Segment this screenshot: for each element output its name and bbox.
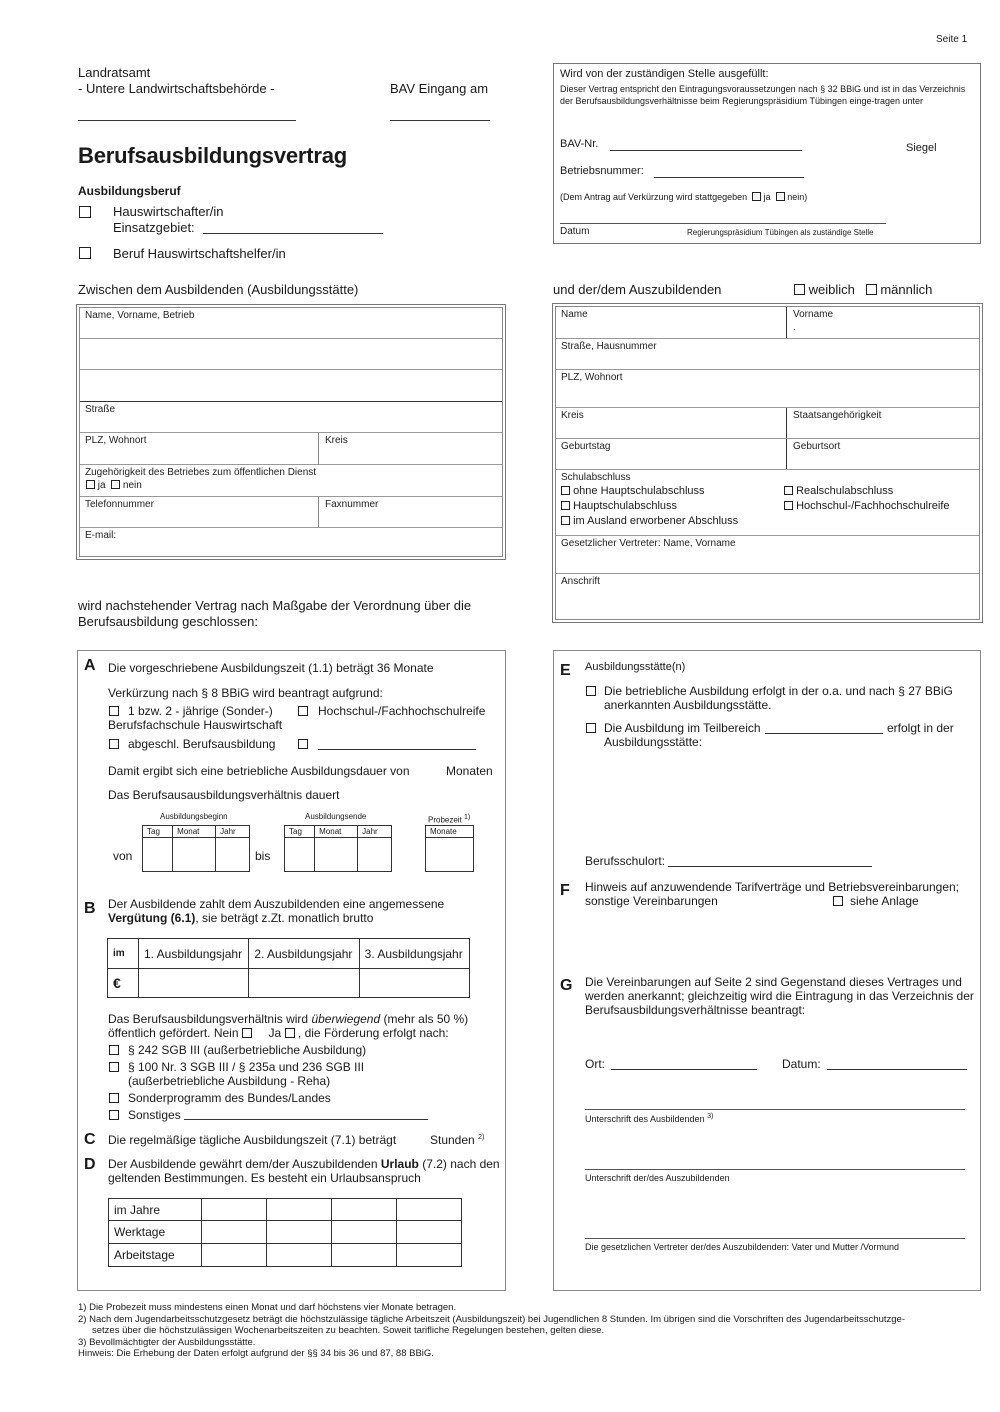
section-f-line2: sonstige Vereinbarungen bbox=[585, 894, 718, 908]
section-b-letter: B bbox=[84, 900, 96, 917]
section-c-letter: C bbox=[84, 1131, 96, 1148]
section-a-result: Damit ergibt sich eine betriebliche Ausbildungsdauer von bbox=[108, 764, 410, 778]
school-option-2-label: Realschulabschluss bbox=[796, 485, 894, 497]
trainee-signature-line[interactable] bbox=[585, 1169, 965, 1170]
trainee-name-row bbox=[556, 307, 979, 339]
vacation-bold: Urlaub bbox=[380, 1157, 419, 1171]
trainee-street-field[interactable] bbox=[556, 339, 979, 370]
place-label: Ort: bbox=[585, 1057, 605, 1071]
probation-months-input[interactable] bbox=[426, 838, 474, 872]
shortening-opt1-line1: 1 bzw. 2 - jährige (Sonder-) bbox=[128, 704, 273, 718]
shortening-opt1-line2: Berufsfachschule Hauswirtschaft bbox=[108, 718, 283, 732]
bav-nr-input[interactable] bbox=[610, 150, 802, 151]
school-degree-row bbox=[556, 470, 979, 536]
official-use-box bbox=[553, 63, 981, 244]
gender-options bbox=[794, 282, 932, 297]
school-option-4-checkbox[interactable] bbox=[784, 501, 793, 510]
vacation-line1-a: Der Ausbildende gewährt dem/der Auszubildenden bbox=[108, 1157, 381, 1171]
training-site-opt2-b: erfolgt in der bbox=[887, 721, 954, 735]
shortening-opt3-checkbox[interactable] bbox=[109, 739, 119, 749]
funding-other-input[interactable] bbox=[184, 1119, 428, 1120]
vacation-businessdays-cell-4[interactable] bbox=[397, 1244, 462, 1267]
start-date-grid bbox=[142, 825, 250, 872]
public-service-yes-label: ja bbox=[97, 480, 106, 491]
employer-email-field[interactable] bbox=[80, 528, 502, 558]
trainee-first-name-label: Vorname bbox=[793, 309, 834, 320]
trainee-district-field[interactable] bbox=[556, 408, 786, 438]
employer-fax-field[interactable] bbox=[320, 497, 502, 527]
funding-opt1-label: § 242 SGB III (außerbetriebliche Ausbildung) bbox=[128, 1043, 367, 1057]
probation-label-text: Probezeit bbox=[428, 815, 462, 825]
funding-line1-b: (mehr als 50 %) bbox=[380, 1012, 469, 1026]
currency-label: € bbox=[108, 969, 139, 998]
page-title: Berufsausbildungsvertrag bbox=[78, 143, 348, 168]
trainee-birth-row bbox=[556, 439, 979, 470]
intro-line1: wird nachstehender Vertrag nach Maßgabe der Verordnung über die bbox=[78, 598, 472, 613]
see-attachment-label: siehe Anlage bbox=[850, 894, 919, 908]
school-option-2-checkbox[interactable] bbox=[784, 486, 793, 495]
school-location-label: Berufsschulort: bbox=[585, 854, 666, 868]
section-b-line2 bbox=[108, 911, 373, 925]
female-label: weiblich bbox=[808, 282, 855, 297]
school-option-4-label: Hochschul-/Fachhochschulreife bbox=[796, 500, 950, 512]
section-f-line1: Hinweis auf anzuwendende Tarifverträge und Betriebsvereinbarungen; bbox=[585, 880, 960, 894]
intro-line2: Berufsausbildung geschlossen: bbox=[78, 614, 258, 629]
vacation-workdays-cell-2[interactable] bbox=[267, 1221, 332, 1244]
section-g-line3: Berufsausbildungsverhältnisse beantragt: bbox=[585, 1003, 806, 1017]
section-d-line1 bbox=[108, 1157, 500, 1171]
start-year-input[interactable] bbox=[216, 838, 250, 872]
funding-line1-a: Das Berufsausbildungsverhältnis wird bbox=[108, 1012, 312, 1026]
end-day-input[interactable] bbox=[285, 838, 315, 872]
shortening-opt2-checkbox[interactable] bbox=[298, 706, 308, 716]
vacation-workdays-cell-3[interactable] bbox=[332, 1221, 397, 1244]
remuneration-header-im: im bbox=[108, 939, 139, 969]
employer-signature-label bbox=[585, 1113, 713, 1124]
page-number: Seite 1 bbox=[936, 34, 968, 45]
section-e-letter: E bbox=[560, 662, 571, 679]
trainee-birthday-label: Geburtstag bbox=[561, 441, 611, 452]
authority-line2: - Untere Landwirtschaftsbehörde - bbox=[78, 81, 275, 96]
to-label: bis bbox=[255, 849, 271, 863]
funding-opt2-checkbox[interactable] bbox=[109, 1062, 119, 1072]
divider bbox=[318, 433, 319, 464]
end-day-header: Tag bbox=[285, 826, 315, 838]
employer-phone-label: Telefonnummer bbox=[85, 499, 154, 510]
footnote-2-line1: 2) Nach dem Jugendarbeitsschutzgesetz beträgt die höchstzulässige tägliche Arbeitszeit (Ausbildungszeit) bei Jugendlichen 8 Stunden. Im übrigen sind die Vorschriften des Jugendarbeitsschutzge- bbox=[78, 1313, 905, 1325]
remuneration-rest: , sie beträgt z.Zt. monatlich brutto bbox=[195, 911, 374, 925]
employer-name-label: Name, Vorname, Betrieb bbox=[85, 310, 195, 321]
date-label: Datum: bbox=[782, 1057, 821, 1071]
school-option-4[interactable] bbox=[784, 500, 950, 512]
trainee-birthplace-label: Geburtsort bbox=[793, 441, 841, 452]
employer-district-field[interactable] bbox=[320, 433, 502, 464]
vacation-year-cell-3[interactable] bbox=[332, 1199, 397, 1221]
funding-yes-checkbox[interactable] bbox=[285, 1028, 295, 1038]
footnote-3: 3) Bevollmächtigter der Ausbildungsstätte. bbox=[78, 1336, 256, 1348]
section-a-shortening: Verkürzung nach § 8 BBiG wird beantragt aufgrund: bbox=[108, 686, 383, 700]
remuneration-year3-input[interactable] bbox=[359, 969, 469, 998]
trainee-form-box bbox=[552, 303, 983, 623]
funding-opt3-label: Sonderprogramm des Bundes/Landes bbox=[128, 1091, 331, 1105]
trainee-first-name-value: . bbox=[793, 322, 796, 332]
employer-street-field[interactable] bbox=[80, 402, 502, 433]
employer-zip-city-label: PLZ, Wohnort bbox=[85, 435, 147, 446]
training-site-opt2-a: Die Ausbildung im Teilbereich bbox=[604, 721, 761, 735]
bav-received-label: BAV Eingang am bbox=[390, 81, 489, 96]
remuneration-table bbox=[107, 938, 470, 998]
authority-input-line[interactable] bbox=[78, 120, 296, 121]
shortening-yes-label: ja bbox=[763, 192, 771, 202]
official-authority-caption: Regierungspräsidium Tübingen als zuständige Stelle bbox=[687, 228, 874, 237]
employer-heading: Zwischen dem Ausbildenden (Ausbildungsstätte) bbox=[78, 282, 359, 297]
see-attachment-checkbox[interactable] bbox=[833, 896, 843, 906]
vacation-year-cell-4[interactable] bbox=[397, 1199, 462, 1221]
vacation-businessdays-cell-1[interactable] bbox=[202, 1244, 267, 1267]
end-year-input[interactable] bbox=[358, 838, 392, 872]
school-option-3-label: Hauptschulabschluss bbox=[573, 500, 678, 512]
employer-email-label: E-mail: bbox=[85, 530, 117, 541]
section-e-heading: Ausbildungsstätte(n) bbox=[585, 661, 686, 673]
school-option-5-checkbox[interactable] bbox=[561, 516, 570, 525]
trainee-nationality-field[interactable] bbox=[788, 408, 979, 438]
funding-line2-b: Ja bbox=[268, 1026, 282, 1040]
guardian-label: Gesetzlicher Vertreter: Name, Vorname bbox=[561, 538, 736, 549]
funding-opt4-label: Sonstiges bbox=[128, 1108, 181, 1122]
from-label: von bbox=[113, 849, 133, 863]
occupation-option1-checkbox[interactable] bbox=[79, 206, 91, 218]
school-location-input[interactable] bbox=[668, 866, 872, 867]
shortening-text: (Dem Antrag auf Verkürzung wird stattgegeben bbox=[560, 192, 748, 202]
remuneration-header-year3: 3. Ausbildungsjahr bbox=[359, 939, 469, 969]
trainee-name-field[interactable] bbox=[556, 307, 786, 338]
section-b-line1: Der Ausbildende zahlt dem Auszubildenden eine angemessene bbox=[108, 897, 445, 911]
official-signature-line[interactable] bbox=[560, 223, 886, 224]
vacation-businessdays-cell-2[interactable] bbox=[267, 1244, 332, 1267]
section-a-letter: A bbox=[84, 657, 96, 674]
public-service-yes-checkbox[interactable] bbox=[86, 480, 95, 489]
employer-zip-city-field[interactable] bbox=[80, 433, 318, 464]
school-option-1[interactable] bbox=[561, 485, 705, 497]
remuneration-header-year1: 1. Ausbildungsjahr bbox=[139, 939, 249, 969]
section-c-unit bbox=[430, 1133, 484, 1147]
female-checkbox[interactable] bbox=[794, 284, 805, 295]
employer-street-label: Straße bbox=[85, 404, 116, 415]
section-c-text: Die regelmäßige tägliche Ausbildungszeit (7.1) beträgt bbox=[108, 1133, 397, 1147]
school-option-2[interactable] bbox=[784, 485, 893, 497]
trainee-zip-city-field[interactable] bbox=[556, 370, 979, 408]
divider bbox=[786, 408, 787, 438]
occupation-option2-label: Beruf Hauswirtschaftshelfer/in bbox=[113, 246, 286, 261]
funding-opt2-line2: (außerbetriebliche Ausbildung - Reha) bbox=[128, 1074, 331, 1088]
vacation-line1-b: (7.2) nach den bbox=[418, 1157, 500, 1171]
section-g-letter: G bbox=[560, 977, 573, 994]
start-month-header: Monat bbox=[173, 826, 216, 838]
employer-phone-field[interactable] bbox=[80, 497, 318, 527]
section-d-line2: geltenden Bestimmungen. Es besteht ein Urlaubsanspruch bbox=[108, 1171, 421, 1185]
trainee-address-field[interactable] bbox=[556, 574, 979, 621]
footnote-2-line2: setzes über die höchstzulässigen Wochenarbeitszeiten zu beachten. Soweit tarifliche Regelungen bestehen, gelten diese. bbox=[92, 1325, 605, 1336]
employer-name-field[interactable] bbox=[80, 308, 502, 339]
employer-signature-footnote: 3) bbox=[707, 1113, 714, 1120]
divider bbox=[318, 497, 319, 527]
trainee-birthday-field[interactable] bbox=[556, 439, 786, 469]
school-option-1-label: ohne Hauptschulabschluss bbox=[573, 485, 705, 497]
probation-grid bbox=[425, 825, 474, 872]
probation-months-header: Monate bbox=[426, 826, 474, 838]
shortening-opt4-checkbox[interactable] bbox=[298, 739, 308, 749]
shortening-opt1-checkbox[interactable] bbox=[109, 706, 119, 716]
remuneration-header-year2: 2. Ausbildungsjahr bbox=[249, 939, 359, 969]
footnote-1: 1) Die Probezeit muss mindestens einen Monat und darf höchstens vier Monate betragen. bbox=[78, 1302, 457, 1313]
funding-line1 bbox=[108, 1012, 468, 1026]
remuneration-year1-input[interactable] bbox=[139, 969, 249, 998]
section-a-lasts: Das Berufsausausbildungsverhältnis dauert bbox=[108, 788, 340, 802]
daily-hours-input[interactable] bbox=[400, 1133, 426, 1147]
end-label: Ausbildungsende bbox=[305, 812, 367, 821]
funding-no-checkbox[interactable] bbox=[242, 1028, 252, 1038]
divider bbox=[786, 307, 787, 338]
official-text: Dieser Vertrag entspricht den Eintragungsvoraussetzungen nach § 32 BBiG und ist in das Verzeichnis der Berufsausbildungsverhältnisse beim Regierungspräsidium Tübingen einge-tragen unter bbox=[560, 84, 966, 106]
public-service-row bbox=[80, 465, 502, 497]
employer-name-field-2[interactable] bbox=[80, 339, 502, 370]
trainee-street-label: Straße, Hausnummer bbox=[561, 341, 657, 352]
trainee-district-row bbox=[556, 408, 979, 439]
employer-fax-label: Faxnummer bbox=[325, 499, 379, 510]
vacation-table bbox=[108, 1198, 462, 1267]
hours-footnote: 2) bbox=[478, 1134, 485, 1141]
trainee-name-label: Name bbox=[561, 309, 588, 320]
employer-district-label: Kreis bbox=[325, 435, 348, 446]
funding-line2-a: öffentlich gefördert. Nein bbox=[108, 1026, 239, 1040]
shortening-yes-checkbox[interactable] bbox=[752, 192, 761, 201]
section-a-duration: Die vorgeschriebene Ausbildungszeit (1.1) beträgt 36 Monate bbox=[108, 661, 434, 675]
employer-signature-text: Unterschrift des Ausbildenden bbox=[585, 1114, 705, 1124]
public-service-no-label: nein bbox=[122, 480, 142, 491]
vacation-row-workdays-label: Werktage bbox=[109, 1221, 202, 1244]
end-month-input[interactable] bbox=[315, 838, 358, 872]
vacation-row-businessdays-label: Arbeitstage bbox=[109, 1244, 202, 1267]
deployment-area-label: Einsatzgebiet: bbox=[113, 220, 195, 235]
remuneration-year2-input[interactable] bbox=[249, 969, 359, 998]
funding-line1-italic: überwiegend bbox=[311, 1012, 381, 1026]
bav-received-date-input[interactable] bbox=[390, 120, 490, 121]
male-checkbox[interactable] bbox=[866, 284, 877, 295]
date-input[interactable] bbox=[827, 1069, 967, 1070]
school-option-3-checkbox[interactable] bbox=[561, 501, 570, 510]
occupation-option2-checkbox[interactable] bbox=[79, 247, 91, 259]
hours-unit: Stunden bbox=[430, 1133, 475, 1147]
employer-signature-line[interactable] bbox=[585, 1109, 965, 1110]
shortening-no-label: nein) bbox=[787, 192, 808, 202]
start-day-input[interactable] bbox=[143, 838, 173, 872]
place-input[interactable] bbox=[611, 1069, 757, 1070]
section-g-line2: werden anerkannt; gleichzeitig wird die Eintragung in das Verzeichnis der bbox=[585, 989, 974, 1003]
funding-line2 bbox=[108, 1026, 449, 1040]
trainee-first-name-field[interactable] bbox=[788, 307, 979, 338]
employer-form-box bbox=[76, 304, 506, 560]
company-number-input[interactable] bbox=[654, 177, 804, 178]
vacation-row-year-label: im Jahre bbox=[109, 1199, 202, 1221]
occupation-heading: Ausbildungsberuf bbox=[78, 184, 181, 198]
employer-zip-row bbox=[80, 433, 502, 465]
section-g-line1: Die Vereinbarungen auf Seite 2 sind Gegenstand dieses Vertrages und bbox=[585, 975, 962, 989]
training-site-opt1-checkbox[interactable] bbox=[586, 686, 596, 696]
school-option-1-checkbox[interactable] bbox=[561, 486, 570, 495]
company-number-label: Betriebsnummer: bbox=[560, 165, 644, 177]
guardian-signature-line[interactable] bbox=[585, 1238, 965, 1239]
probation-footnote: 1) bbox=[464, 814, 471, 821]
shortening-no-checkbox[interactable] bbox=[776, 192, 785, 201]
end-month-header: Monat bbox=[315, 826, 358, 838]
section-a-months: Monaten bbox=[446, 764, 493, 778]
footnotes bbox=[78, 1302, 978, 1360]
guardian-signature-label: Die gesetzlichen Vertreter der/des Auszubildenden: Vater und Mutter /Vormund bbox=[585, 1242, 900, 1252]
funding-line2-c: , die Förderung erfolgt nach: bbox=[297, 1026, 449, 1040]
divider bbox=[786, 439, 787, 469]
deployment-area-input[interactable] bbox=[203, 233, 383, 234]
employer-name-field-3[interactable] bbox=[80, 370, 502, 402]
school-option-5-label: im Ausland erworbener Abschluss bbox=[573, 515, 739, 527]
remuneration-bold: Vergütung (6.1) bbox=[108, 911, 196, 925]
employer-phone-row bbox=[80, 497, 502, 528]
authority-line1: Landratsamt bbox=[78, 65, 151, 80]
trainee-district-label: Kreis bbox=[561, 410, 584, 421]
school-option-3[interactable] bbox=[561, 500, 677, 512]
data-collection-note: Hinweis: Die Erhebung der Daten erfolgt aufgrund der §§ 34 bis 36 und 87, 88 BBiG. bbox=[78, 1348, 434, 1359]
start-year-header: Jahr bbox=[216, 826, 250, 838]
seal-label: Siegel bbox=[906, 142, 937, 154]
start-day-header: Tag bbox=[143, 826, 173, 838]
guardian-field[interactable] bbox=[556, 536, 979, 574]
end-year-header: Jahr bbox=[358, 826, 392, 838]
vacation-year-cell-2[interactable] bbox=[267, 1199, 332, 1221]
start-label: Ausbildungsbeginn bbox=[160, 812, 228, 821]
funding-opt4-checkbox[interactable] bbox=[109, 1110, 119, 1120]
school-option-5[interactable] bbox=[561, 515, 738, 527]
vacation-year-cell-1[interactable] bbox=[202, 1199, 267, 1221]
funding-opt3-checkbox[interactable] bbox=[109, 1093, 119, 1103]
public-service-label: Zugehörigkeit des Betriebes zum öffentlichen Dienst bbox=[85, 467, 317, 478]
official-date-label: Datum bbox=[560, 226, 590, 237]
section-f-letter: F bbox=[560, 882, 570, 899]
sub-area-input[interactable] bbox=[765, 733, 883, 734]
public-service-options bbox=[86, 480, 142, 491]
trainee-signature-label: Unterschrift der/des Auszubildenden bbox=[585, 1173, 730, 1183]
training-site-opt1-line1: Die betriebliche Ausbildung erfolgt in der o.a. und nach § 27 BBiG bbox=[604, 684, 953, 698]
vacation-businessdays-cell-3[interactable] bbox=[332, 1244, 397, 1267]
trainee-heading: und der/dem Auszubildenden bbox=[553, 282, 722, 297]
vacation-workdays-cell-1[interactable] bbox=[202, 1221, 267, 1244]
public-service-no-checkbox[interactable] bbox=[111, 480, 120, 489]
training-site-opt1-line2: anerkannten Ausbildungsstätte. bbox=[604, 698, 772, 712]
training-site-opt2-checkbox[interactable] bbox=[586, 723, 596, 733]
start-month-input[interactable] bbox=[173, 838, 216, 872]
funding-opt1-checkbox[interactable] bbox=[109, 1045, 119, 1055]
male-label: männlich bbox=[880, 282, 933, 297]
trainee-birthplace-field[interactable] bbox=[788, 439, 979, 469]
training-site-opt2-line2: Ausbildungsstätte: bbox=[604, 735, 703, 749]
funding-opt2-label: § 100 Nr. 3 SGB III / § 235a und 236 SGB III bbox=[128, 1060, 365, 1074]
section-d-letter: D bbox=[84, 1156, 96, 1173]
training-duration-input[interactable] bbox=[412, 764, 442, 778]
trainee-address-label: Anschrift bbox=[561, 576, 600, 587]
school-degree-label: Schulabschluss bbox=[561, 472, 631, 483]
official-heading: Wird von der zuständigen Stelle ausgefüllt: bbox=[560, 68, 769, 80]
trainee-nationality-label: Staatsangehörigkeit bbox=[793, 410, 882, 421]
bav-nr-label: BAV-Nr. bbox=[560, 138, 599, 150]
training-site-details-area[interactable] bbox=[604, 755, 964, 845]
shortening-opt4-input[interactable] bbox=[318, 749, 476, 750]
trainee-zip-city-label: PLZ, Wohnort bbox=[561, 372, 623, 383]
shortening-opt2-label: Hochschul-/Fachhochschulreife bbox=[318, 704, 486, 718]
probation-label bbox=[428, 814, 470, 825]
vacation-workdays-cell-4[interactable] bbox=[397, 1221, 462, 1244]
shortening-opt3-label: abgeschl. Berufsausbildung bbox=[128, 737, 276, 751]
end-date-grid bbox=[284, 825, 392, 872]
occupation-option1-label: Hauswirtschafter/in bbox=[113, 204, 224, 219]
shortening-approval bbox=[560, 192, 807, 202]
